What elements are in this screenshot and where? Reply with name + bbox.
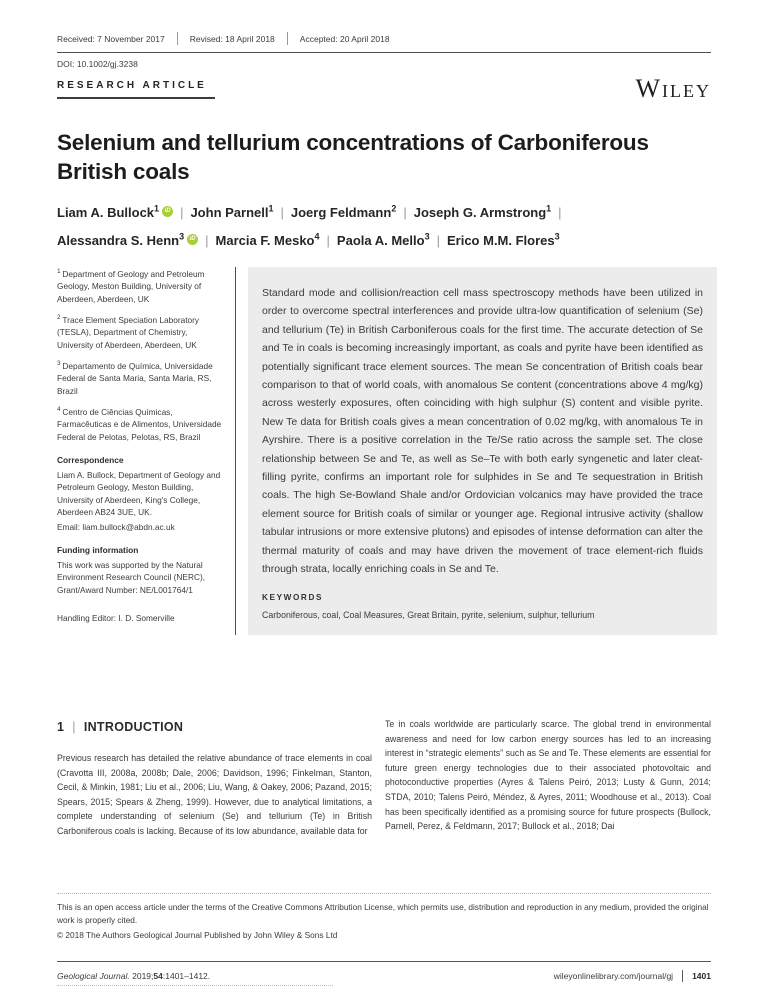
- funding-body: This work was supported by the Natural Environment Research Council (NERC), Grant/Award Number: NE/L001764/1: [57, 559, 206, 595]
- author-name: John Parnell$^1$: [190, 203, 274, 220]
- dates-row: [57, 32, 711, 53]
- divider: [682, 970, 683, 982]
- keywords-heading: KEYWORDS: [262, 592, 324, 602]
- author-name: Alessandra S. Henn$^3$: [57, 231, 185, 248]
- affiliation-item: $^2$ Trace Element Speciation Laboratory (TESLA), Department of Chemistry, University of Aberdeen, Aberdeen, UK: [57, 314, 200, 350]
- author-name: Paola A. Mello$^3$: [336, 231, 430, 248]
- author-separator: |: [180, 205, 184, 220]
- correspondence-heading: Correspondence: [57, 455, 124, 466]
- correspondence-body: Liam A. Bullock, Department of Geology and Petroleum Geology, Meston Building, University of Aberdeen, King's College, Aberdeen AB24 3UE, UK.: [57, 469, 221, 518]
- author-separator: |: [205, 233, 209, 248]
- abstract-box: [248, 267, 717, 635]
- citation-volume: 54: [153, 971, 163, 981]
- article-type-label: RESEARCH ARTICLE: [57, 80, 215, 99]
- author-name: Erico M.M. Flores$^3$: [446, 231, 560, 248]
- left-sidebar: [57, 267, 235, 635]
- vertical-divider: [235, 267, 236, 635]
- intro-right-column: [385, 717, 711, 839]
- footer-right: [554, 970, 711, 982]
- affiliation-item: $^4$ Centro de Ciências Químicas, Farmacêuticas e de Alimentos, Universidade Federal de Pelotas, Pelotas, RS, Brazil: [57, 406, 222, 442]
- affiliation-item: $^3$ Departamento de Química, Universidade Federal de Santa Maria, Santa Maria, RS, Brazil: [57, 360, 213, 396]
- author-name: Liam A. Bullock$^1$: [57, 203, 160, 220]
- copyright-line: © 2018 The Authors Geological Journal Published by John Wiley & Sons Ltd: [57, 929, 338, 940]
- open-access-notice: [57, 893, 711, 942]
- author-separator: |: [280, 205, 284, 220]
- divider: [177, 32, 178, 45]
- accepted-date: Accepted: 20 April 2018: [299, 33, 390, 44]
- affiliation-item: $^1$ Department of Geology and Petroleum Geology, Meston Building, University of Aberdeen, Aberdeen, UK: [57, 268, 205, 304]
- author-separator: |: [558, 205, 562, 220]
- section-number: 1: [57, 720, 65, 734]
- section-title: INTRODUCTION: [83, 720, 184, 734]
- header-columns: [57, 267, 717, 635]
- journal-citation: [57, 971, 210, 981]
- intro-left-column: [57, 717, 372, 839]
- orcid-icon[interactable]: iD: [162, 206, 173, 217]
- page-number: 1401: [692, 971, 711, 981]
- intro-paragraph-right: Te in coals worldwide are particularly scarce. The global trend in environmental awareness and need for low carbon energy sources has led to an increasing interest in “strategic elements” such as Se and Te. These elements are essential for future green energy technologies due to their associated photovoltaic and photoconductive properties (Ayres & Talens Peiró, 2013; Lusty & Gunn, 2014; STDA, 2010; Talens Peiró, Méndez, & Ayres, 2011; Woodhouse et al., 2013). Coal has been specifically identified as a promising source for future prospects (Bullock, Parnell, Perez, & Feldmann, 2017; Bullock et al., 2018; Dai: [385, 719, 711, 832]
- keywords-list: Carboniferous, coal, Coal Measures, Great Britain, pyrite, selenium, sulphur, tellurium: [262, 609, 595, 620]
- brand-row: [57, 74, 711, 103]
- divider: |: [72, 720, 76, 734]
- wiley-logo: Wiley: [635, 74, 711, 103]
- author-separator: |: [403, 205, 407, 220]
- handling-editor: Handling Editor: I. D. Somerville: [57, 613, 175, 624]
- affiliation-list: [57, 267, 224, 443]
- journal-website-link[interactable]: wileyonlinelibrary.com/journal/gj: [553, 971, 674, 981]
- open-access-statement: This is an open access article under the terms of the Creative Commons Attribution License, which permits use, distribution and reproduction in any medium, provided the original work is properly cited.: [57, 902, 709, 925]
- citation-year: 2019;: [129, 971, 154, 981]
- footer: [57, 961, 711, 982]
- correspondence-email[interactable]: Email: liam.bullock@abdn.ac.uk: [57, 521, 175, 532]
- introduction-section: [57, 717, 711, 839]
- author-separator: |: [326, 233, 330, 248]
- intro-paragraph-left: Previous research has detailed the relative abundance of trace elements in coal (Cravotta III, 2008a, 2008b; Dale, 2006; Davidson, 1996; Finkelman, Stanton, Cecil, & Minkin, 1981; Liu et al., 2006; Liu, Wang, & Oakey, 2006; Pazand, 2015; Spears, 2015; Spears & Zheng, 1999). However, due to analytical limitations, a complete understanding of selenium (Se) and tellurium (Te) in British Carboniferous coals is lacking. Because of its low abundance, available data for: [57, 753, 372, 836]
- doi: DOI: 10.1002/gj.3238: [57, 59, 138, 69]
- received-date: Received: 7 November 2017: [57, 33, 165, 44]
- top-meta-bar: [57, 32, 711, 69]
- revised-date: Revised: 18 April 2018: [189, 33, 275, 44]
- author-name: Joerg Feldmann$^2$: [290, 203, 397, 220]
- funding-heading: Funding information: [57, 545, 139, 556]
- page-title: Selenium and tellurium concentrations of Carboniferous British coals: [57, 130, 649, 184]
- author-name: Joseph G. Armstrong$^1$: [413, 203, 552, 220]
- footer-dotted-rule: [57, 985, 333, 986]
- journal-name: Geological Journal.: [57, 971, 130, 981]
- divider: [287, 32, 288, 45]
- citation-pages: :1401–1412.: [162, 971, 211, 981]
- author-name: Marcia F. Mesko$^4$: [215, 231, 320, 248]
- section-heading: [57, 720, 372, 734]
- author-list: [57, 199, 687, 255]
- author-separator: |: [436, 233, 440, 248]
- orcid-icon[interactable]: iD: [187, 234, 198, 245]
- abstract-text: Standard mode and collision/reaction cell mass spectroscopy methods have been utilized in order to overcome spectral interferences and provide ultra-low quantification of selenium (Se) and tellurium (Te) in British Carboniferous coals for the first time. The accurate detection of Se and Te in coals is becoming increasingly important, as coals and pyrite have been identified as potentially significant trace element sources. The mean Se concentration of British coals bear comparison to that of world coals, with anomalous Se content (concentrations above 4 mg/kg) across westerly exposures, often coinciding with high sulphur (S) content and visible pyrite. New Te data for British coals gives a mean concentration of 0.02 mg/kg, with anomalous Te in Ayrshire. There is a positive correlation in the Te/Se ratio across the sample set. The close relationship between Se and Te, as well as Se–Te with both early syngenetic and later cleat-filling pyrite, confirms an important role for sulphides in Se and Te sequestration in British coals. The high Se-Bowland Shale and/or Ordovician volcanics may have provided the trace element source for British coals of similar or younger age. Regional intrusive activity (shallow tabular intrusions or more extensive plutons) and episodes of intense deformation can alter the thermal maturity of coals and may have driven the movement of trace element-rich fluids through strata, locally enriching coals in Se and Te.: [262, 287, 703, 576]
